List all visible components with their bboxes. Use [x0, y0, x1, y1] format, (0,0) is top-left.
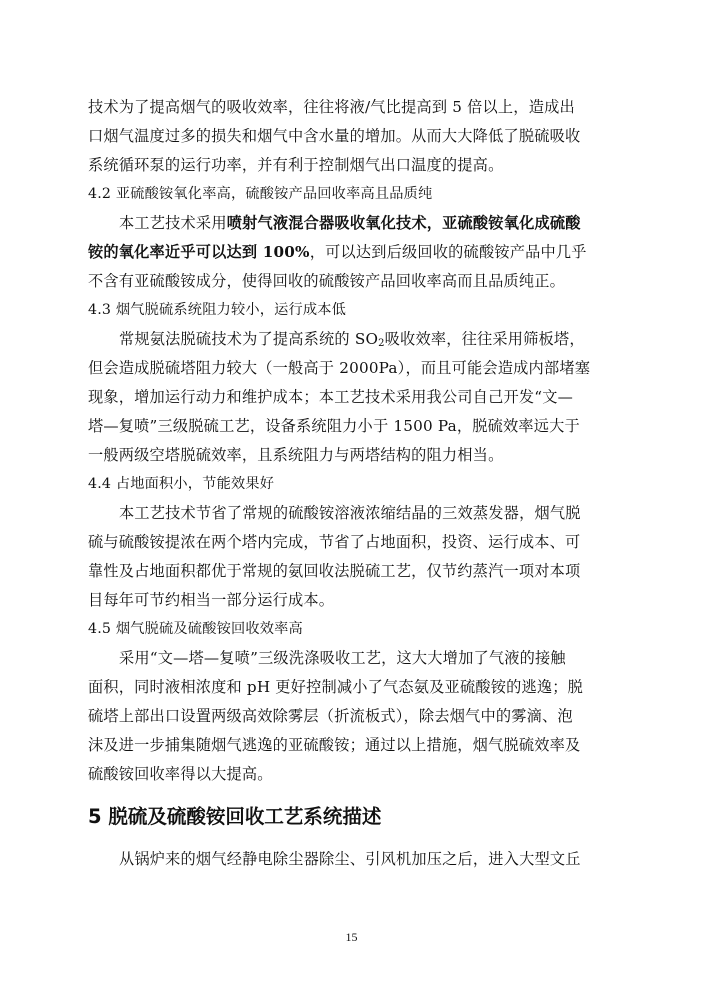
- text-line: 口烟气温度过多的损失和烟气中含水量的增加。从而大大降低了脱硫吸收: [88, 127, 581, 145]
- text-line: 一般两级空塔脱硫效率，且系统阻力与两塔结构的阻力相当。: [88, 446, 504, 464]
- text-span: ，可以达到后级回收的硫酸铵产品中几乎: [309, 243, 587, 261]
- text-line: 硫酸铵回收率得以大提高。: [88, 765, 273, 783]
- text-line: 系统循环泵的运行功率，并有利于控制烟气出口温度的提高。: [88, 156, 504, 174]
- text-line: 采用“文—塔—复喷”三级洗涤吸收工艺，这大大增加了气液的接触: [119, 649, 566, 667]
- text-line: [88, 209, 618, 238]
- subheading-4-4: 4.4 占地面积小，节能效果好: [88, 476, 275, 492]
- text-line: 靠性及占地面积都优于常规的氨回收法脱硫工艺，仅节约蒸汽一项对本项: [88, 562, 581, 580]
- text-span: 吸收效率，往往采用筛板塔，: [384, 330, 585, 348]
- text-line: 目每年可节约相当一部分运行成本。: [88, 591, 335, 609]
- section-5-heading: 5 脱硫及硫酸铵回收工艺系统描述: [88, 805, 382, 828]
- paragraph-2: [88, 209, 618, 296]
- subheading-4-2: 4.2 亚硫酸铵氧化率高，硫酸铵产品回收率高且品质纯: [88, 186, 433, 202]
- text-line: 硫塔上部出口设置两级高效除雾层（折流板式），除去烟气中的雾滴、泡: [88, 707, 573, 725]
- text-line: [88, 325, 618, 354]
- text-span: 本工艺技术采用: [119, 214, 227, 232]
- text-line: 本工艺技术节省了常规的硫酸铵溶液浓缩结晶的三效蒸发器，烟气脱: [119, 504, 581, 522]
- text-line: 技术为了提高烟气的吸收效率，往往将液/气比提高到 5 倍以上，造成出: [88, 98, 575, 116]
- subheading-4-5: 4.5 烟气脱硫及硫酸铵回收效率高: [88, 621, 303, 637]
- bold-text: 喷射气液混合器吸收氧化技术，亚硫酸铵氧化成硫酸: [226, 214, 581, 232]
- body-text: [88, 93, 618, 874]
- text-line: 面积，同时液相浓度和 pH 更好控制减小了气态氨及亚硫酸铵的逃逸；脱: [88, 678, 584, 696]
- text-line: 从锅炉来的烟气经静电除尘器除尘、引风机加压之后，进入大型文丘: [119, 850, 581, 868]
- text-line: 沫及进一步捕集随烟气逃逸的亚硫酸铵；通过以上措施，烟气脱硫效率及: [88, 736, 581, 754]
- page-number: 15: [345, 930, 358, 944]
- paragraph-1: [88, 93, 618, 180]
- subheading-4-3: 4.3 烟气脱硫系统阻力较小，运行成本低: [88, 302, 347, 318]
- text-line: 现象，增加运行动力和维护成本；本工艺技术采用我公司自己开发“文—: [88, 388, 573, 406]
- paragraph-6: [88, 845, 618, 874]
- paragraph-5: [88, 644, 618, 789]
- text-line: [88, 238, 618, 267]
- text-line: 不含有亚硫酸铵成分，使得回收的硫酸铵产品回收率高而且品质纯正。: [88, 272, 566, 290]
- subscript: 2: [378, 338, 385, 349]
- text-line: 但会造成脱硫塔阻力较大（一般高于 2000Pa），而且可能会造成内部堵塞: [88, 359, 591, 377]
- text-span: 常规氨法脱硫技术为了提高系统的 SO: [119, 330, 379, 348]
- text-line: 硫与硫酸铵提浓在两个塔内完成，节省了占地面积，投资、运行成本、可: [88, 533, 581, 551]
- paragraph-3: [88, 325, 618, 470]
- paragraph-4: [88, 499, 618, 615]
- bold-text: 铵的氧化率近乎可以达到 100%: [88, 243, 310, 261]
- text-line: 塔—复喷”三级脱硫工艺，设备系统阻力小于 1500 Pa，脱硫效率远大于: [88, 417, 580, 435]
